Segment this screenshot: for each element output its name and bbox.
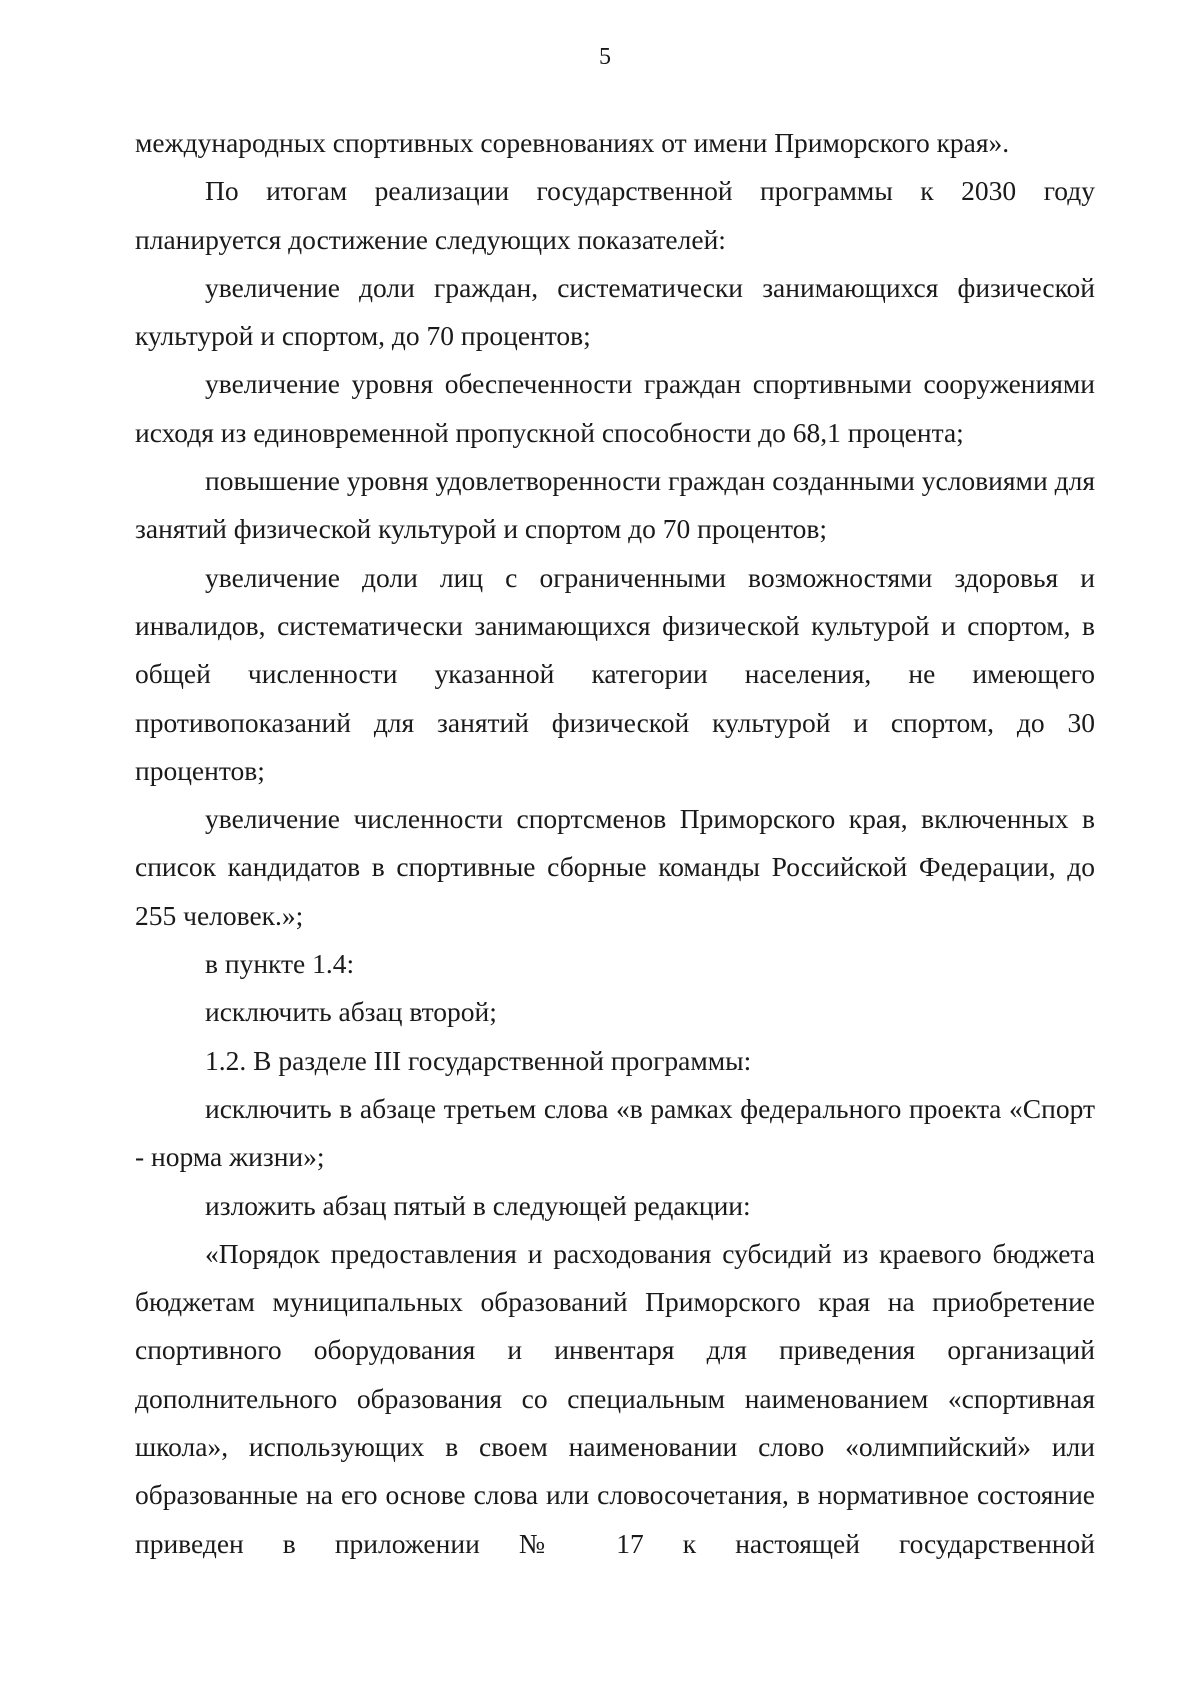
paragraph-indicator-athletes: увеличение численности спортсменов Приморского края, включенных в список кандидатов в спортивные сборные команды Российской Федерации, до 255 человек.»; xyxy=(135,803,1095,931)
paragraph-indicator-facilities: увеличение уровня обеспеченности граждан спортивными сооружениями исходя из единовременной пропускной способности до 68,1 процента; xyxy=(135,368,1095,448)
page-number: 5 xyxy=(599,44,611,70)
paragraph-indicators-intro: По итогам реализации государственной программы к 2030 году планируется достижение следующих показателей: xyxy=(135,175,1095,255)
paragraph-indicator-satisfaction: повышение уровня удовлетворенности граждан созданными условиями для занятий физической культурой и спортом до 70 процентов; xyxy=(135,465,1095,545)
paragraph-clause-1-4: в пункте 1.4: xyxy=(205,948,355,980)
paragraph-restate-fifth: изложить абзац пятый в следующей редакции: xyxy=(205,1189,751,1221)
paragraph-exclude-second: исключить абзац второй; xyxy=(205,996,497,1028)
document-body xyxy=(135,119,1095,1568)
paragraph-continuation: международных спортивных соревнованиях от имени Приморского края». xyxy=(135,127,1010,158)
paragraph-indicator-disabled-share: увеличение доли лиц с ограниченными возможностями здоровья и инвалидов, систематически занимающихся физической культурой и спортом, в общей численности указанной категории населения, не имеющего противопоказаний для занятий физической культурой и спортом, до 30 процентов; xyxy=(135,561,1095,786)
paragraph-indicator-citizens-share: увеличение доли граждан, систематически занимающихся физической культурой и спортом, до 70 процентов; xyxy=(135,271,1095,352)
paragraph-section-1-2: 1.2. В разделе III государственной программы: xyxy=(205,1044,752,1076)
paragraph-exclude-words: исключить в абзаце третьем слова «в рамках федерального проекта «Спорт - норма жизни»; xyxy=(135,1092,1095,1173)
paragraph-subsidy-procedure: «Порядок предоставления и расходования субсидий из краевого бюджета бюджетам муниципальных образований Приморского края на приобретение спортивного оборудования и инвентаря для приведения организаций дополнительного образования со специальным наименованием «спортивная школа», использующих в своем наименовании слово «олимпийский» или образованные на его основе слова или словосочетания, в нормативное состояние приведен в приложении № 17 к настоящей государственной xyxy=(135,1237,1095,1559)
